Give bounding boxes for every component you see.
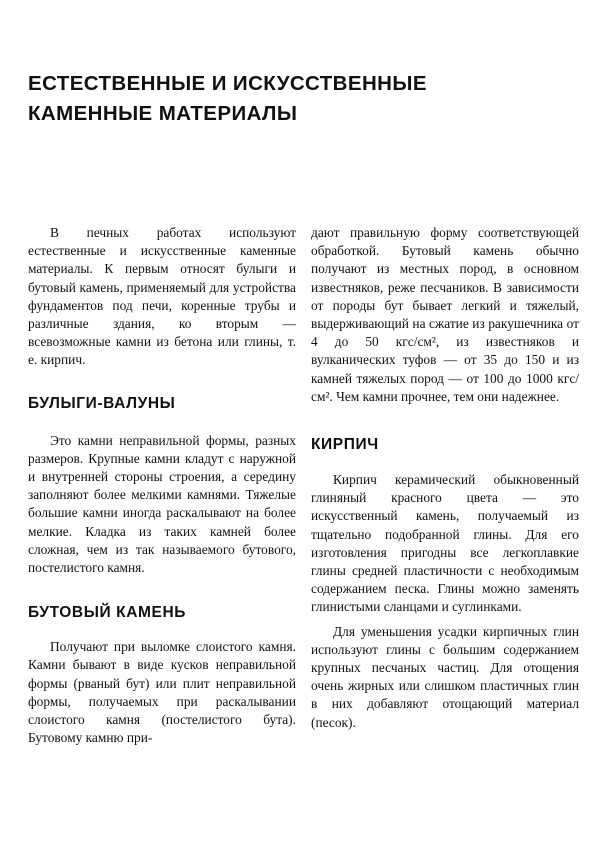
section-heading-bulygi: БУЛЫГИ-ВАЛУНЫ [28, 394, 176, 412]
page-title-line-2: КАМЕННЫЕ МАТЕРИАЛЫ [28, 102, 298, 125]
butovy-paragraph-part-2: дают правильную форму соответствующей обработкой. Бутовый камень обычно получают из местных пород, в основном известняков, реже песчаников. В зависимости от породы бут бывает легкий и тяжелый, выдерживающий на сжатие из ракушечника от 4 до 50 кгс/см², из известняков и вулканических туфов — от 35 до 150 и из камней тяжелых пород — от 100 до 1000 кгс/см². Чем камни прочнее, тем они надежнее. [311, 225, 579, 404]
page-title [28, 69, 568, 129]
bulygi-paragraph: Это камни неправильной формы, разных размеров. Крупные камни кладут с наружной и внутренней стороны строения, а середину заполняют более мелкими камнями. Тяжелые большие камни иногда раскалывают на более мелкие. Кладка из таких камней более сложная, чем из так называемого бутового, постелистого камня. [28, 432, 296, 576]
left-column [28, 224, 296, 747]
section-heading-butovy: БУТОВЫЙ КАМЕНЬ [28, 604, 186, 622]
butovy-paragraph-part-1: Получают при выломке слоистого камня. Камни бывают в виде кусков неправильной формы (рваный бут) или плит неправильной формы, получаемых при раскалывании слоистого камня (постелистого бута). Бутовому камню при- [28, 639, 296, 746]
kirpich-paragraph-1: Кирпич керамический обыкновенный глиняный красного цвета — это искусственный камень, получаемый из тщательно подобранной глины. Для его изготовления пригодны все легкоплавкие глины средней пластичности с необходимым содержанием песка. Глины можно заменять глинистыми сланцами и суглинками. [311, 472, 579, 615]
kirpich-paragraph-2: Для уменьшения усадки кирпичных глин используют глины с большим содержанием крупных песчаных частиц. Для отощения очень жирных или слишком пластичных глин в них добавляют отощающий материал (песок). [311, 623, 579, 730]
intro-paragraph: В печных работах используют естественные и искусственные каменные материалы. К первым относят булыги и бутовый камень, применяемый для устройства фундаментов под печи, коренные трубы и различные здания, ко вторым — всевозможные камни из бетона или глины, т. е. кирпич. [28, 225, 296, 368]
section-heading-kirpich: КИРПИЧ [311, 436, 379, 454]
page-title-line-1: ЕСТЕСТВЕННЫЕ И ИСКУССТВЕННЫЕ [28, 72, 427, 95]
right-column [311, 224, 579, 732]
